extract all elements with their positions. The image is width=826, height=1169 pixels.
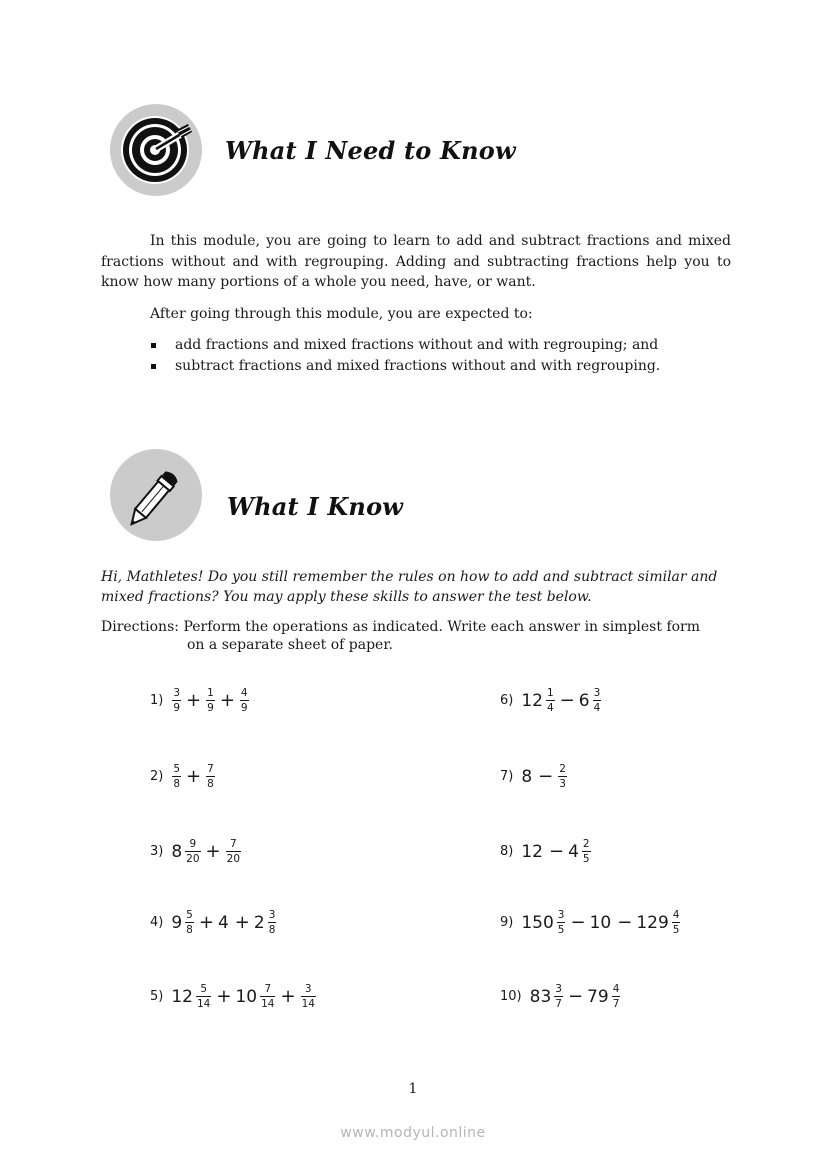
pencil-icon [110, 449, 202, 541]
whole-part: 150 [521, 912, 554, 933]
mixed-number [254, 909, 278, 936]
problem-item [500, 838, 592, 865]
numerator: 7 [207, 763, 214, 775]
denominator: 14 [196, 998, 211, 1010]
objective-text: add fractions and mixed fractions without and with regrouping; and [175, 337, 659, 353]
whole-part: 6 [578, 690, 590, 711]
problem-number: 10) [500, 989, 522, 1004]
operator: + [280, 986, 296, 1007]
operator: − [617, 912, 633, 933]
fraction-part [672, 909, 681, 936]
bullet-square-icon [151, 364, 156, 369]
objective-item [150, 335, 660, 356]
operator: + [198, 912, 214, 933]
directions [101, 618, 741, 654]
denominator: 3 [559, 778, 566, 790]
fraction-part [196, 983, 211, 1010]
problem-number: 8) [500, 844, 514, 859]
operator: − [559, 690, 575, 711]
mixed-number [235, 983, 276, 1010]
fraction-part [612, 983, 621, 1010]
fraction [171, 687, 182, 714]
whole-number [218, 913, 231, 933]
denominator: 8 [173, 778, 181, 790]
denominator: 14 [301, 998, 315, 1010]
operator: − [570, 912, 586, 933]
mixed-number [521, 687, 555, 714]
numerator: 1 [207, 687, 214, 699]
operator: + [234, 912, 250, 933]
problem-number: 5) [150, 989, 164, 1004]
denominator: 4 [546, 702, 554, 714]
denominator: 4 [593, 702, 601, 714]
watermark: www.modyul.online [340, 1125, 486, 1141]
whole-part: 9 [171, 912, 183, 933]
fraction-part [554, 983, 563, 1010]
numerator: 4 [672, 909, 680, 921]
whole-part: 12 [521, 690, 543, 711]
denominator: 9 [173, 702, 181, 714]
denominator: 5 [557, 924, 565, 936]
whole-part: 4 [568, 841, 579, 862]
numerator: 2 [582, 838, 590, 850]
denominator: 8 [207, 778, 214, 790]
whole-number [521, 767, 534, 787]
numerator: 4 [612, 983, 620, 995]
numerator: 7 [264, 983, 272, 995]
section-title-what-i-need-to-know: What I Need to Know [225, 136, 516, 165]
denominator: 5 [582, 853, 590, 865]
numerator: 3 [173, 687, 181, 699]
section-title-what-i-know: What I Know [227, 492, 404, 521]
mixed-number [568, 838, 592, 865]
problem-item [500, 687, 602, 714]
objective-item [150, 356, 660, 377]
fraction-part [185, 909, 194, 936]
numerator: 2 [559, 763, 566, 775]
mixed-number [587, 983, 621, 1010]
fraction-part [172, 687, 181, 714]
fraction-part [593, 687, 602, 714]
whole-part: 129 [636, 912, 669, 933]
numerator: 3 [593, 687, 601, 699]
mixed-number [171, 838, 201, 865]
numerator: 5 [173, 763, 181, 775]
problem-number: 9) [500, 915, 514, 930]
fraction-part [557, 909, 566, 936]
operator: + [216, 986, 232, 1007]
mixed-number [579, 687, 603, 714]
numerator: 4 [240, 687, 248, 699]
whole-part: 10 [589, 912, 612, 933]
fraction-part [240, 687, 249, 714]
whole-part: 2 [253, 912, 265, 933]
denominator: 9 [240, 702, 248, 714]
module-intro-paragraph: In this module, you are going to learn to add and subtract fractions and mixed fractions without and with regrouping. Adding and subtracting fractions help you to know how many portions of a whole you need, have, or want. [101, 233, 731, 290]
whole-part: 4 [217, 912, 229, 933]
fraction [171, 763, 182, 790]
fraction [557, 763, 568, 790]
numerator: 3 [557, 909, 565, 921]
numerator: 3 [555, 983, 562, 995]
problem-item [150, 909, 277, 936]
fraction-part [206, 687, 215, 714]
operator: + [186, 690, 202, 711]
expectation-lead: After going through this module, you are expected to: [150, 306, 533, 322]
what-i-know-intro: Hi, Mathletes! Do you still remember the rules on how to add and subtract similar and mixed fractions? You may apply these skills to answer the test below. [101, 569, 718, 605]
problem-number: 3) [150, 844, 164, 859]
directions-text: Perform the operations as indicated. Write each answer in simplest form [183, 619, 701, 635]
bullet-square-icon [151, 343, 156, 348]
mixed-number [171, 909, 195, 936]
problem-number: 7) [500, 769, 514, 784]
mixed-number [530, 983, 564, 1010]
numerator: 5 [200, 983, 208, 995]
numerator: 5 [186, 909, 193, 921]
problem-item [500, 983, 621, 1010]
denominator: 9 [207, 702, 214, 714]
fraction [300, 983, 317, 1010]
directions-line-2: on a separate sheet of paper. [187, 637, 393, 653]
whole-number [521, 842, 545, 862]
operator: − [548, 841, 565, 862]
fraction-part [268, 909, 277, 936]
problem-item [150, 687, 250, 714]
directions-label: Directions: [101, 619, 179, 635]
denominator: 20 [226, 853, 241, 865]
whole-part: 79 [587, 986, 609, 1007]
denominator: 5 [672, 924, 680, 936]
whole-part: 12 [521, 841, 543, 862]
denominator: 7 [612, 998, 620, 1010]
operator: + [205, 841, 221, 862]
denominator: 8 [268, 924, 276, 936]
numerator: 3 [268, 909, 276, 921]
operator: + [186, 766, 202, 787]
mixed-number [171, 983, 212, 1010]
fraction-part [206, 763, 215, 790]
whole-part: 8 [171, 841, 183, 862]
fraction [239, 687, 250, 714]
fraction-part [226, 838, 241, 865]
fraction-part [301, 983, 316, 1010]
problem-number: 2) [150, 769, 164, 784]
problem-number: 1) [150, 693, 164, 708]
problem-item [500, 763, 568, 790]
page-number: 1 [408, 1081, 418, 1097]
problem-item [500, 909, 681, 936]
objective-text: subtract fractions and mixed fractions without and with regrouping. [175, 357, 661, 374]
problem-number: 4) [150, 915, 164, 930]
numerator: 7 [229, 838, 237, 850]
whole-number [590, 913, 614, 933]
whole-part: 10 [235, 986, 258, 1007]
denominator: 8 [186, 924, 193, 936]
numerator: 1 [546, 687, 554, 699]
target-icon [110, 104, 202, 196]
operator: − [538, 766, 554, 787]
whole-part: 83 [529, 986, 552, 1007]
numerator: 3 [304, 983, 312, 995]
problem-number: 6) [500, 693, 514, 708]
problem-item [150, 763, 216, 790]
mixed-number [521, 909, 566, 936]
whole-part: 8 [521, 766, 533, 787]
directions-line-1 [101, 618, 741, 636]
denominator: 14 [261, 998, 275, 1010]
problem-item [150, 838, 242, 865]
fraction [205, 687, 216, 714]
fraction-part [185, 838, 200, 865]
mixed-number [636, 909, 681, 936]
operator: + [219, 690, 235, 711]
fraction [225, 838, 242, 865]
operator: − [567, 986, 584, 1007]
problem-item [150, 983, 317, 1010]
denominator: 20 [186, 853, 200, 865]
objectives-list [150, 335, 660, 376]
fraction [205, 763, 216, 790]
denominator: 7 [555, 998, 562, 1010]
fraction-part [558, 763, 567, 790]
numerator: 9 [189, 838, 197, 850]
fraction-part [546, 687, 555, 714]
fraction-part [582, 838, 591, 865]
whole-part: 12 [171, 986, 193, 1007]
fraction-part [260, 983, 275, 1010]
fraction-part [172, 763, 181, 790]
